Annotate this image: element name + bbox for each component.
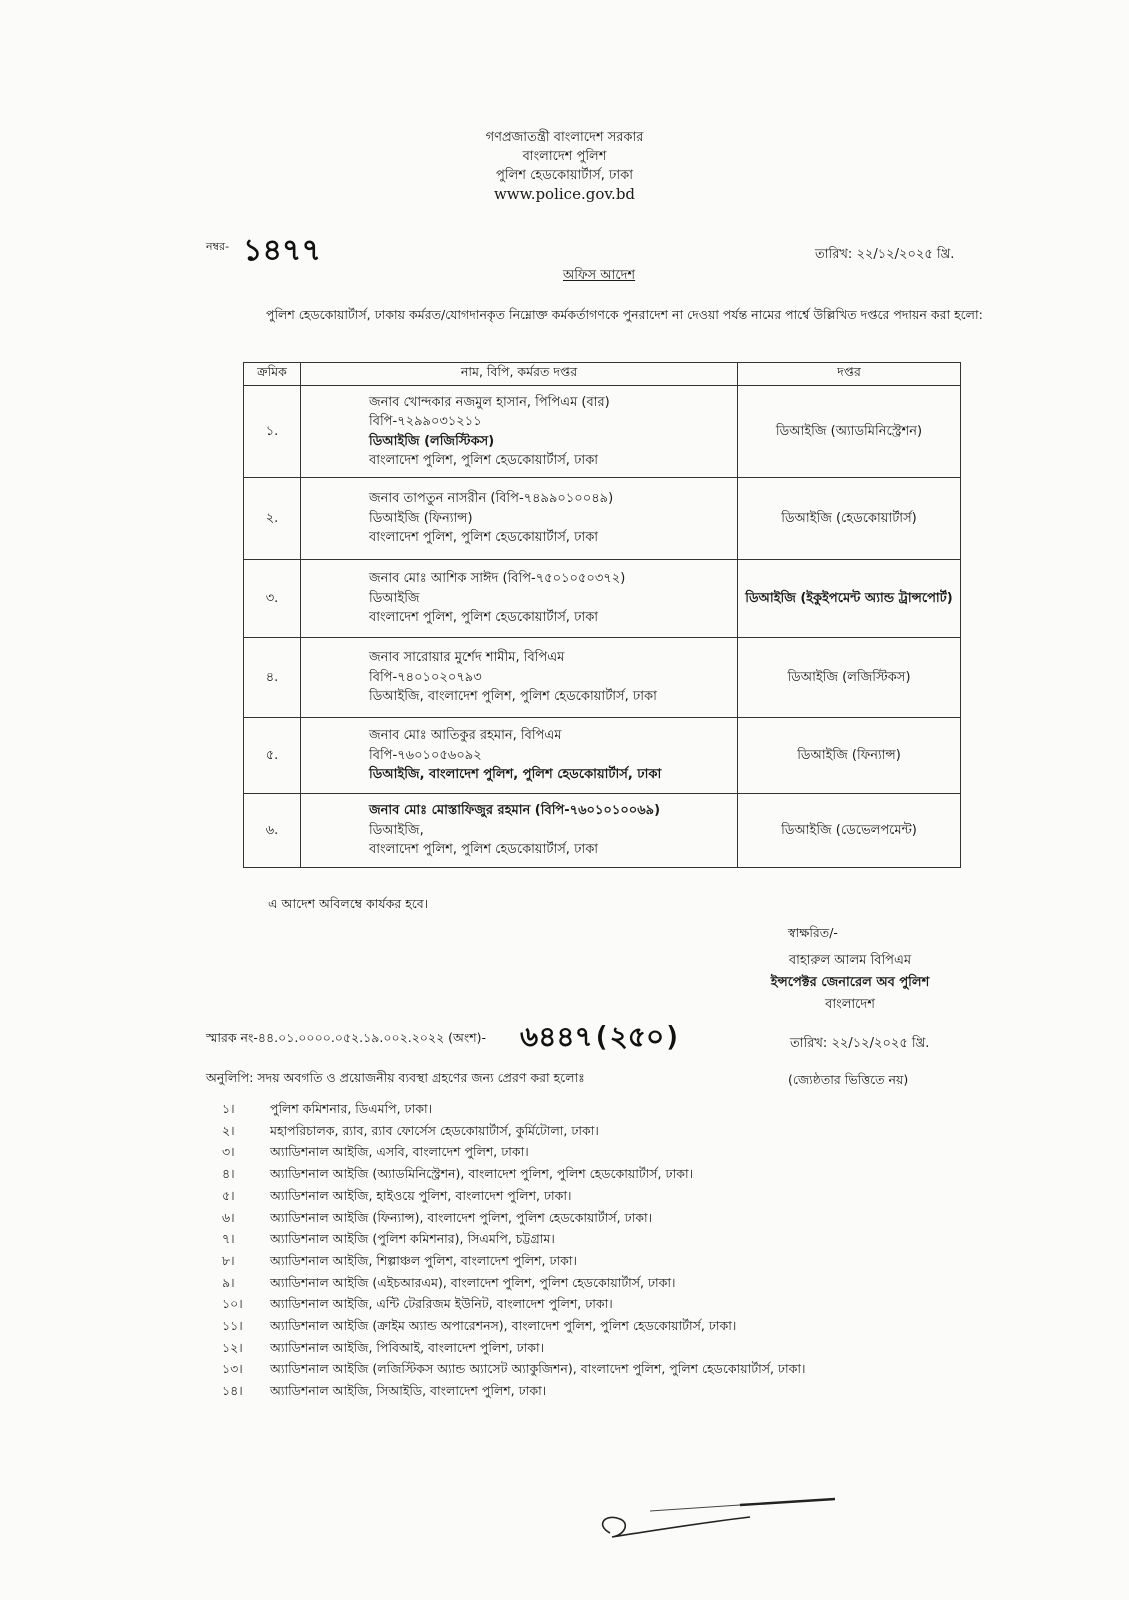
officer-bp: বিপি-৭৬০১০৫৬০৯২	[369, 747, 482, 763]
list-item-text: অ্যাডিশনাল আইজি, পিবিআই, বাংলাদেশ পুলিশ, ঢাকা।	[270, 1339, 545, 1355]
officer-post: ডিআইজি (ফিন্যান্স)	[369, 510, 473, 526]
table-row	[244, 718, 961, 794]
row-new-office: ডিআইজি (লজিস্টিকস)	[738, 638, 961, 718]
list-item-text: অ্যাডিশনাল আইজি, সিআইডি, বাংলাদেশ পুলিশ, ঢাকা।	[270, 1383, 547, 1399]
officer-unit: ডিআইজি, বাংলাদেশ পুলিশ, পুলিশ হেডকোয়ার্টার্স, ঢাকা	[369, 767, 662, 783]
list-item	[222, 1293, 805, 1315]
letterhead	[0, 128, 1129, 204]
list-item	[222, 1098, 805, 1120]
table-header-row	[244, 363, 961, 386]
table-row	[244, 560, 961, 638]
signed-mark: স্বাক্ষরিত/-	[788, 925, 838, 940]
signatory-designation: ইন্সপেক্টর জেনারেল অব পুলিশ	[770, 975, 930, 990]
officer-post: ডিআইজি	[369, 590, 420, 606]
row-serial: ৪.	[244, 638, 301, 718]
row-officer	[301, 638, 738, 718]
page-title: অফিস আদেশ	[563, 268, 636, 283]
table-row	[244, 794, 961, 868]
list-item	[222, 1315, 805, 1337]
officer-name: জনাব মোঃ আশিক সাঈদ (বিপি-৭৫০১০৫০৩৭২)	[369, 571, 626, 587]
list-item	[222, 1141, 805, 1163]
list-item-text: অ্যাডিশনাল আইজি (পুলিশ কমিশনার), সিএমপি, চট্টগ্রাম।	[270, 1231, 555, 1247]
copy-label: অনুলিপি: সদয় অবগতি ও প্রয়োজনীয় ব্যবস্থা গ্রহণের জন্য প্রেরণ করা হলোঃ	[206, 1070, 585, 1085]
list-item	[222, 1250, 805, 1272]
list-item-number: ৪।	[222, 1166, 235, 1182]
row-officer	[301, 386, 738, 478]
officer-name: জনাব তাপতুন নাসরীন (বিপি-৭৪৯৯০১০০৪৯)	[369, 491, 614, 507]
list-item-number: ৩।	[222, 1144, 235, 1160]
memo-reference: স্মারক নং-৪৪.০১.০০০০.০৫২.১৯.০০২.২০২২ (অংশ)-	[206, 1030, 487, 1045]
list-item	[222, 1207, 805, 1229]
list-item-number: ২।	[222, 1122, 235, 1138]
row-officer	[301, 560, 738, 638]
list-item	[222, 1120, 805, 1142]
row-serial: ৫.	[244, 718, 301, 794]
cc-list	[222, 1098, 805, 1402]
row-serial: ৬.	[244, 794, 301, 868]
officer-unit: বাংলাদেশ পুলিশ, পুলিশ হেডকোয়ার্টার্স, ঢাকা	[369, 453, 599, 468]
handwritten-signature	[590, 1495, 850, 1555]
officer-name: জনাব মোঃ আতিকুর রহমান, বিপিএম	[369, 728, 562, 744]
memo-reference-handwritten: ৬৪৪৭(২৫০)	[520, 1020, 682, 1053]
list-item-number: ১৪।	[222, 1383, 243, 1399]
list-item-number: ৭।	[222, 1231, 235, 1247]
signatory-name: বাহারুল আলম বিপিএম	[788, 953, 912, 968]
list-item-text: অ্যাডিশনাল আইজি (ফিন্যান্স), বাংলাদেশ পুলিশ, পুলিশ হেডকোয়ার্টার্স, ঢাকা।	[270, 1209, 653, 1225]
row-officer	[301, 794, 738, 868]
memo-date: তারিখ: ২২/১২/২০২৫ খ্রি.	[815, 247, 955, 262]
list-item-number: ১।	[222, 1101, 235, 1116]
officer-name: জনাব মোঃ মোস্তাফিজুর রহমান (বিপি-৭৬০১০১০০৬৯)	[369, 803, 661, 819]
officer-post: ডিআইজি (লজিস্টিকস)	[369, 433, 495, 449]
row-officer	[301, 718, 738, 794]
list-item	[222, 1185, 805, 1207]
list-item	[222, 1272, 805, 1294]
list-item-number: ১১।	[222, 1318, 243, 1334]
officer-unit: বাংলাদেশ পুলিশ, পুলিশ হেডকোয়ার্টার্স, ঢাকা	[369, 530, 599, 546]
list-item-number: ৬।	[222, 1209, 235, 1225]
list-item-text: মহাপরিচালক, র‍্যাব, র‍্যাব ফোর্সেস হেডকোয়ার্টার্স, কুর্মিটোলা, ঢাকা।	[270, 1122, 599, 1138]
officer-bp: বিপি-৭৪০১০২০৭৯৩	[369, 669, 482, 685]
govt-name: গণপ্রজাতন্ত্রী বাংলাদেশ সরকার	[485, 130, 644, 145]
officer-name: জনাব খোন্দকার নজমুল হাসান, পিপিএম (বার)	[369, 394, 610, 410]
posting-table	[243, 362, 961, 868]
row-new-office: ডিআইজি (ডেভেলপমেন্ট)	[738, 794, 961, 868]
list-item-number: ১৩।	[222, 1361, 243, 1377]
list-item-text: অ্যাডিশনাল আইজি, এসবি, বাংলাদেশ পুলিশ, ঢাকা।	[270, 1144, 529, 1160]
list-item-text: অ্যাডিশনাল আইজি, এন্টি টেররিজম ইউনিট, বাংলাদেশ পুলিশ, ঢাকা।	[270, 1296, 613, 1312]
header-office: দপ্তর	[738, 363, 961, 386]
memo-number: ১৪৭৭	[243, 233, 321, 268]
memo-number-label: নম্বর-	[206, 240, 230, 253]
list-item-text: অ্যাডিশনাল আইজি (লজিস্টিকস অ্যান্ড অ্যাসেট অ্যাকুজিশন), বাংলাদেশ পুলিশ, পুলিশ হেডকোয়ার্টার্স, ঢাকা।	[270, 1361, 806, 1377]
list-item-text: অ্যাডিশনাল আইজি (এইচআরএম), বাংলাদেশ পুলিশ, পুলিশ হেডকোয়ার্টার্স, ঢাকা।	[270, 1274, 676, 1290]
table-row	[244, 638, 961, 718]
row-officer	[301, 478, 738, 560]
table-row	[244, 386, 961, 478]
list-item-number: ৮।	[222, 1252, 235, 1268]
list-item-number: ৯।	[222, 1274, 235, 1290]
header-serial: ক্রমিক	[244, 363, 301, 386]
list-item-text: অ্যাডিশনাল আইজি (ক্রাইম অ্যান্ড অপারেশনস), বাংলাদেশ পুলিশ, পুলিশ হেডকোয়ার্টার্স, ঢাকা।	[270, 1318, 737, 1334]
list-item	[222, 1163, 805, 1185]
row-serial: ২.	[244, 478, 301, 560]
row-serial: ১.	[244, 386, 301, 478]
row-new-office: ডিআইজি (ইকুইপমেন্ট অ্যান্ড ট্রান্সপোর্ট)	[738, 560, 961, 638]
row-new-office: ডিআইজি (ফিন্যান্স)	[738, 718, 961, 794]
list-item-text: অ্যাডিশনাল আইজি, শিল্পাঞ্চল পুলিশ, বাংলাদেশ পুলিশ, ঢাকা।	[270, 1252, 577, 1268]
row-new-office: ডিআইজি (হেডকোয়ার্টার্স)	[738, 478, 961, 560]
signatory-country: বাংলাদেশ	[825, 997, 875, 1012]
officer-name: জনাব সারোয়ার মুর্শেদ শামীম, বিপিএম	[369, 650, 565, 666]
seniority-note: (জ্যেষ্ঠতার ভিত্তিতে নয়)	[788, 1072, 909, 1087]
row-new-office: ডিআইজি (অ্যাডমিনিস্ট্রেশন)	[738, 386, 961, 478]
list-item	[222, 1358, 805, 1380]
list-item-number: ১২।	[222, 1339, 243, 1355]
table-row	[244, 478, 961, 560]
officer-bp: বিপি-৭২৯৯০৩১২১১	[369, 414, 482, 429]
signature-block	[600, 950, 1100, 1016]
list-item	[222, 1380, 805, 1402]
officer-unit: ডিআইজি, বাংলাদেশ পুলিশ, পুলিশ হেডকোয়ার্টার্স, ঢাকা	[369, 689, 657, 705]
list-item-text: অ্যাডিশনাল আইজি, হাইওয়ে পুলিশ, বাংলাদেশ পুলিশ, ঢাকা।	[270, 1187, 572, 1203]
list-item-text: পুলিশ কমিশনার, ডিএমপি, ঢাকা।	[270, 1101, 433, 1116]
officer-unit: বাংলাদেশ পুলিশ, পুলিশ হেডকোয়ার্টার্স, ঢাকা	[369, 610, 599, 626]
intro-paragraph: পুলিশ হেডকোয়ার্টার্স, ঢাকায় কর্মরত/যোগদানকৃত নিম্নোক্ত কর্মকর্তাগণকে পুনরাদেশ না দেওয়া পর্যন্ত নামের পার্শ্বে উল্লিখিত দপ্তরে পদায়ন করা হলো:	[266, 307, 983, 322]
header-name: নাম, বিপি, কর্মরত দপ্তর	[301, 363, 738, 386]
row-serial: ৩.	[244, 560, 301, 638]
list-item	[222, 1228, 805, 1250]
website-link[interactable]: www.police.gov.bd	[493, 185, 636, 203]
office-name: পুলিশ হেডকোয়ার্টার্স, ঢাকা	[496, 168, 633, 183]
memo-reference-date: তারিখ: ২২/১২/২০২৫ খ্রি.	[790, 1036, 930, 1051]
list-item-text: অ্যাডিশনাল আইজি (অ্যাডমিনিস্ট্রেশন), বাংলাদেশ পুলিশ, পুলিশ হেডকোয়ার্টার্স, ঢাকা।	[270, 1166, 694, 1182]
dept-name: বাংলাদেশ পুলিশ	[522, 149, 607, 164]
list-item	[222, 1337, 805, 1359]
list-item-number: ৫।	[222, 1187, 235, 1203]
list-item-number: ১০।	[222, 1296, 243, 1312]
officer-post: ডিআইজি,	[369, 822, 424, 838]
officer-unit: বাংলাদেশ পুলিশ, পুলিশ হেডকোয়ার্টার্স, ঢাকা	[369, 842, 599, 858]
effect-note: এ আদেশ অবিলম্বে কার্যকর হবে।	[268, 896, 429, 911]
